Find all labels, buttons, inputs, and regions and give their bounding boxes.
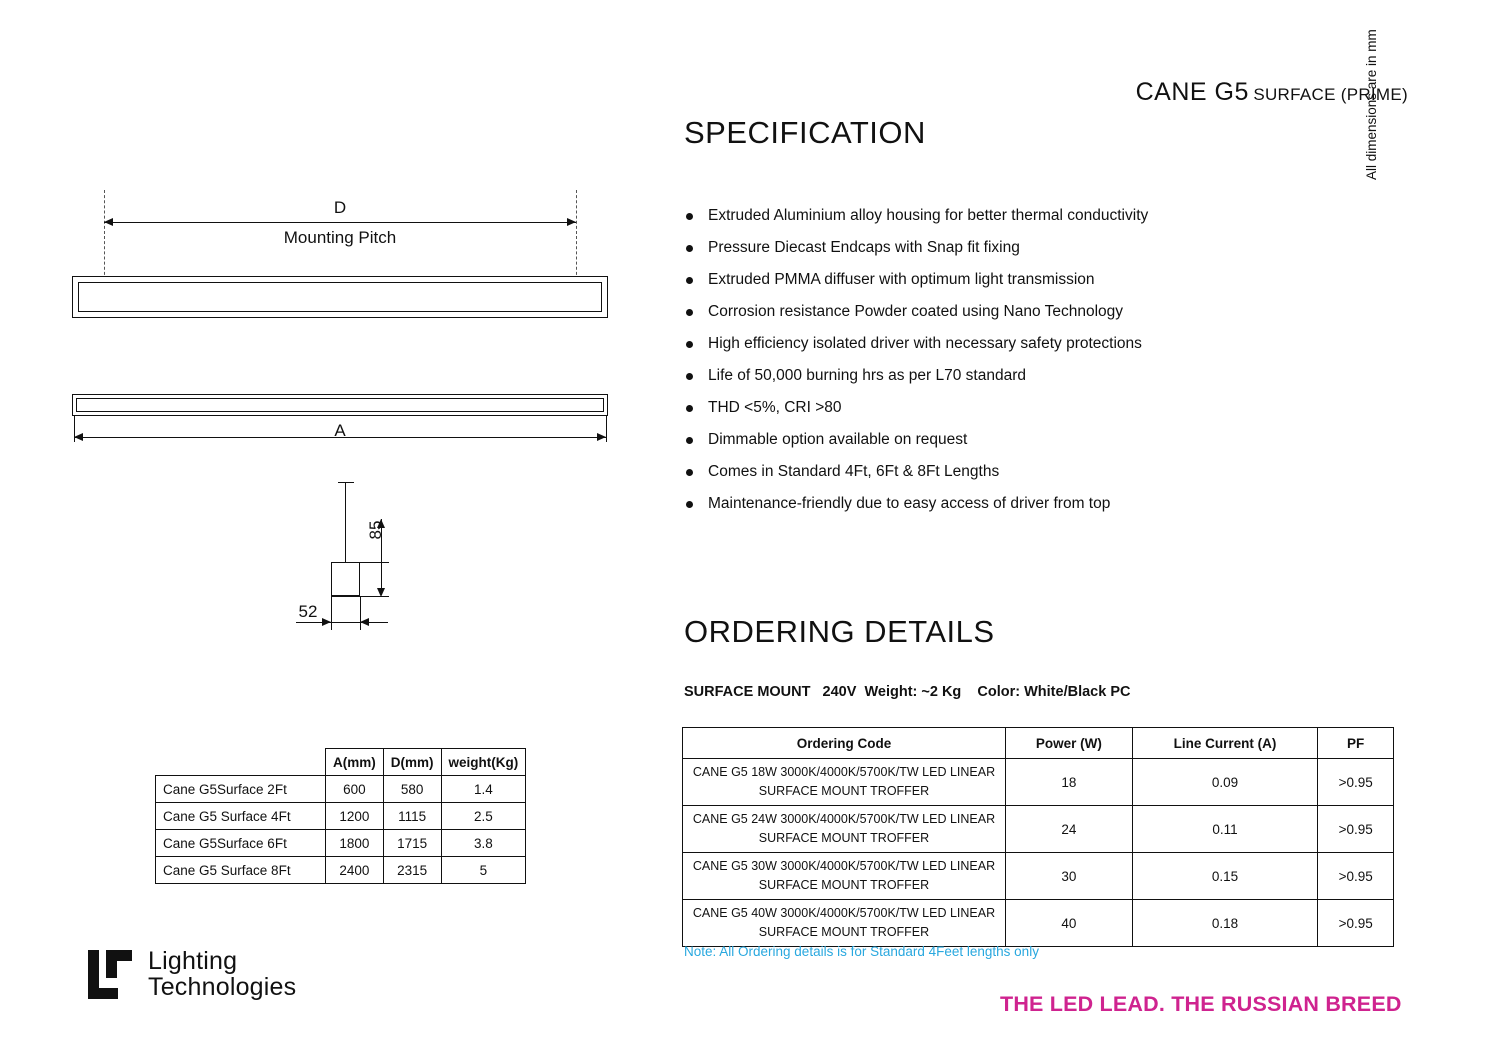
company-logo bbox=[86, 948, 296, 1001]
width-dimension-line bbox=[296, 622, 388, 623]
footer-tagline: THE LED LEAD. THE RUSSIAN BREED bbox=[1000, 992, 1402, 1016]
list-item: Extruded Aluminium alloy housing for better thermal conductivity bbox=[684, 200, 1324, 232]
dimension-cell: 3.8 bbox=[441, 830, 526, 857]
table-row bbox=[156, 803, 526, 830]
list-item: Maintenance-friendly due to easy access of driver from top bbox=[684, 488, 1324, 520]
fixture-section-view bbox=[331, 562, 360, 596]
ordering-details-heading: ORDERING DETAILS bbox=[684, 614, 995, 649]
dimension-cell: Cane G5Surface 2Ft bbox=[156, 776, 326, 803]
list-item: THD <5%, CRI >80 bbox=[684, 392, 1324, 424]
ordering-cell-pf: >0.95 bbox=[1318, 806, 1394, 853]
width-arrow-left bbox=[360, 618, 369, 626]
product-title-sub: SURFACE (PRIME) bbox=[1253, 85, 1408, 104]
product-title-main: CANE G5 bbox=[1135, 78, 1249, 106]
ordering-cell-current: 0.09 bbox=[1132, 759, 1318, 806]
table-row bbox=[156, 776, 526, 803]
fixture-side-inner bbox=[76, 398, 604, 412]
dimension-a-label: A bbox=[334, 421, 346, 440]
list-item: Dimmable option available on request bbox=[684, 424, 1324, 456]
list-item: Life of 50,000 burning hrs as per L70 standard bbox=[684, 360, 1324, 392]
table-row bbox=[683, 806, 1394, 853]
dimension-cell: 2.5 bbox=[441, 803, 526, 830]
ordering-header-power: Power (W) bbox=[1006, 728, 1133, 759]
pitch-dimension-line bbox=[104, 222, 576, 223]
dimension-cell: 2315 bbox=[383, 857, 441, 884]
list-item: Extruded PMMA diffuser with optimum light transmission bbox=[684, 264, 1324, 296]
all-dimensions-note: All dimensions are in mm bbox=[1364, 29, 1379, 180]
ordering-header-current: Line Current (A) bbox=[1132, 728, 1318, 759]
dimension-cell: Cane G5Surface 6Ft bbox=[156, 830, 326, 857]
list-item: Comes in Standard 4Ft, 6Ft & 8Ft Lengths bbox=[684, 456, 1324, 488]
dimension-cell: 1200 bbox=[326, 803, 384, 830]
ordering-cell-power: 30 bbox=[1006, 853, 1133, 900]
list-item: High efficiency isolated driver with necessary safety protections bbox=[684, 328, 1324, 360]
ordering-meta-line: SURFACE MOUNT 240V Weight: ~2 Kg Color: White/Black PC bbox=[684, 684, 1131, 700]
dimension-header-0 bbox=[156, 749, 326, 776]
dimension-cell: 2400 bbox=[326, 857, 384, 884]
length-arrow-left bbox=[74, 433, 83, 441]
dimension-width-label: 52 bbox=[298, 602, 318, 621]
logo-mark-icon bbox=[86, 948, 134, 1000]
dimension-header-3: weight(Kg) bbox=[441, 749, 526, 776]
dimension-cell: 5 bbox=[441, 857, 526, 884]
ordering-cell-pf: >0.95 bbox=[1318, 900, 1394, 947]
ordering-cell-current: 0.18 bbox=[1132, 900, 1318, 947]
table-row bbox=[683, 853, 1394, 900]
length-extension-right bbox=[606, 416, 607, 442]
ordering-header-code: Ordering Code bbox=[683, 728, 1006, 759]
ordering-cell-code: CANE G5 30W 3000K/4000K/5700K/TW LED LINEAR SURFACE MOUNT TROFFER bbox=[683, 853, 1006, 900]
ordering-cell-power: 40 bbox=[1006, 900, 1133, 947]
height-arrow-down bbox=[377, 588, 385, 597]
dimension-header-2: D(mm) bbox=[383, 749, 441, 776]
ordering-table bbox=[682, 727, 1394, 947]
dimension-d-label: D bbox=[333, 198, 347, 217]
table-header-row bbox=[683, 728, 1394, 759]
ordering-note: Note: All Ordering details is for Standard 4Feet lengths only bbox=[684, 944, 1039, 959]
dimension-cell: 580 bbox=[383, 776, 441, 803]
pitch-extension-left bbox=[104, 190, 105, 280]
dimension-cell: 1800 bbox=[326, 830, 384, 857]
ordering-cell-pf: >0.95 bbox=[1318, 759, 1394, 806]
length-arrow-right bbox=[597, 433, 606, 441]
logo-line-2: Technologies bbox=[148, 973, 297, 1002]
dimension-table bbox=[155, 748, 526, 884]
list-item: Pressure Diecast Endcaps with Snap fit fixing bbox=[684, 232, 1324, 264]
mounting-pitch-label: Mounting Pitch bbox=[283, 228, 397, 247]
ordering-cell-power: 24 bbox=[1006, 806, 1133, 853]
ordering-cell-code: CANE G5 24W 3000K/4000K/5700K/TW LED LINEAR SURFACE MOUNT TROFFER bbox=[683, 806, 1006, 853]
dimension-cell: Cane G5 Surface 8Ft bbox=[156, 857, 326, 884]
width-extension-left bbox=[331, 596, 332, 630]
ordering-cell-code: CANE G5 18W 3000K/4000K/5700K/TW LED LINEAR SURFACE MOUNT TROFFER bbox=[683, 759, 1006, 806]
dimension-cell: Cane G5 Surface 4Ft bbox=[156, 803, 326, 830]
table-row bbox=[156, 857, 526, 884]
ordering-cell-code: CANE G5 40W 3000K/4000K/5700K/TW LED LINEAR SURFACE MOUNT TROFFER bbox=[683, 900, 1006, 947]
ordering-cell-current: 0.15 bbox=[1132, 853, 1318, 900]
dimension-header-1: A(mm) bbox=[326, 749, 384, 776]
technical-drawings bbox=[0, 0, 660, 1050]
table-row bbox=[156, 830, 526, 857]
specification-bullet-list bbox=[684, 200, 1324, 520]
ordering-cell-current: 0.11 bbox=[1132, 806, 1318, 853]
pitch-arrow-left bbox=[104, 218, 113, 226]
fixture-plan-inner bbox=[78, 282, 602, 312]
section-hanger-top bbox=[338, 482, 354, 483]
logo-line-1: Lighting bbox=[148, 947, 238, 975]
logo-text bbox=[148, 948, 296, 1001]
dimension-cell: 1115 bbox=[383, 803, 441, 830]
dimension-cell: 600 bbox=[326, 776, 384, 803]
dimension-cell: 1.4 bbox=[441, 776, 526, 803]
specification-heading: SPECIFICATION bbox=[684, 115, 926, 150]
dimension-cell: 1715 bbox=[383, 830, 441, 857]
table-header-row bbox=[156, 749, 526, 776]
pitch-extension-right bbox=[576, 190, 577, 280]
table-row bbox=[683, 900, 1394, 947]
section-hanger-line bbox=[345, 482, 346, 566]
ordering-header-pf: PF bbox=[1318, 728, 1394, 759]
ordering-cell-power: 18 bbox=[1006, 759, 1133, 806]
pitch-arrow-right bbox=[567, 218, 576, 226]
list-item: Corrosion resistance Powder coated using Nano Technology bbox=[684, 296, 1324, 328]
section-top-extension bbox=[360, 562, 389, 563]
ordering-cell-pf: >0.95 bbox=[1318, 853, 1394, 900]
table-row bbox=[683, 759, 1394, 806]
dimension-height-label: 85 bbox=[366, 520, 385, 540]
